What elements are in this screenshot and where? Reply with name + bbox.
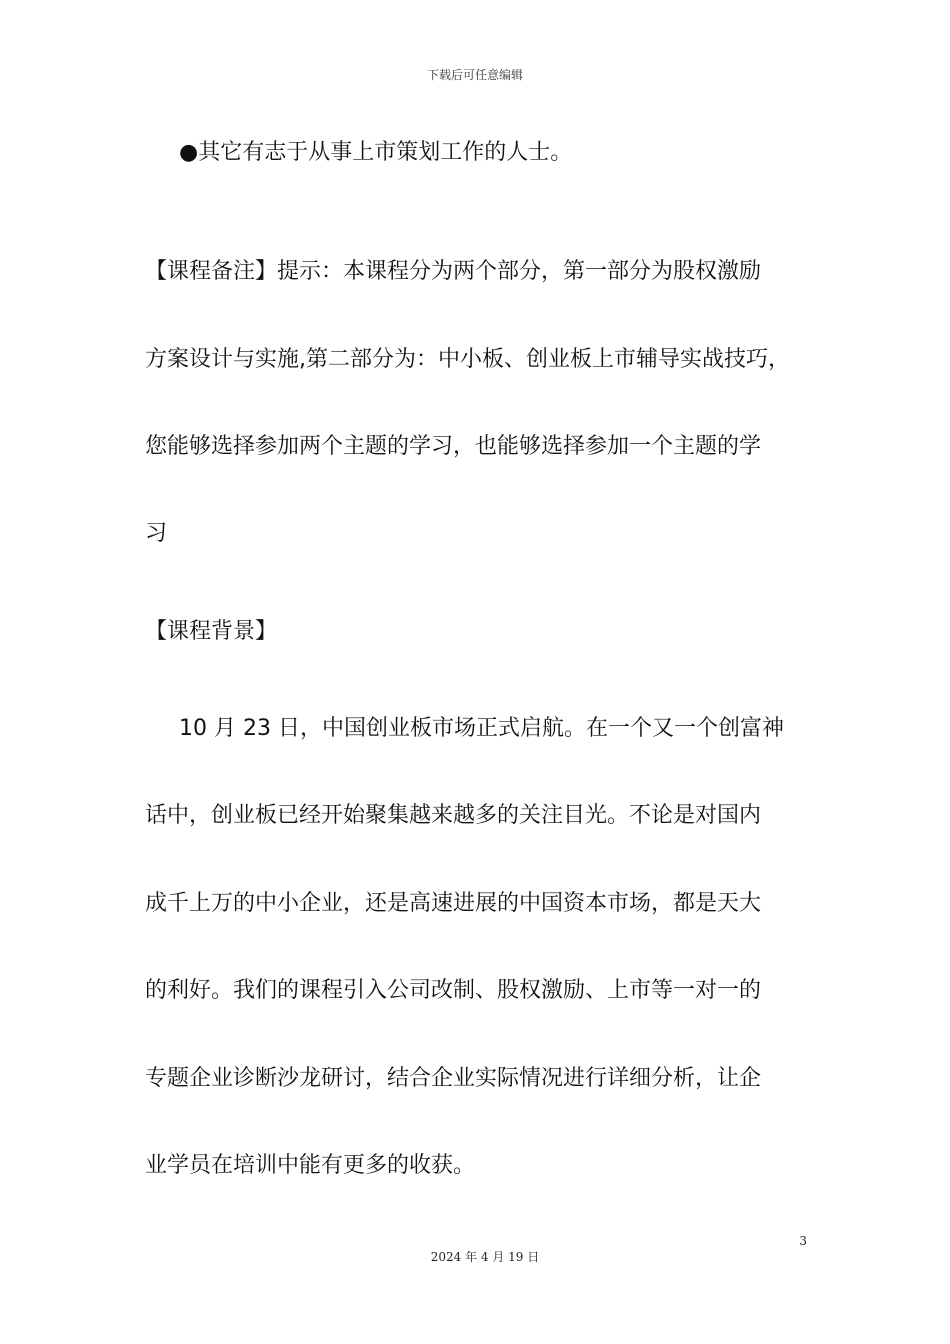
course-note-line-4: 习 bbox=[145, 521, 168, 546]
course-note-line-1: 【课程备注】提示：本课程分为两个部分，第一部分为股权激励 bbox=[145, 259, 762, 284]
page-number: 3 bbox=[799, 1234, 807, 1248]
footer-date: 2024 年 4 月 19 日 bbox=[430, 1250, 540, 1264]
background-paragraph-line-5: 专题企业诊断沙龙研讨，结合企业实际情况进行详细分析，让企 bbox=[145, 1066, 762, 1091]
background-paragraph-line-1: 10 月 23 日，中国创业板市场正式启航。在一个又一个创富神 bbox=[179, 716, 784, 741]
background-paragraph-line-4: 的利好。我们的课程引入公司改制、股权激励、上市等一对一的 bbox=[145, 978, 762, 1003]
section-heading-background: 【课程背景】 bbox=[145, 619, 278, 644]
background-paragraph-line-3: 成千上万的中小企业，还是高速进展的中国资本市场，都是天大 bbox=[145, 891, 762, 916]
page-header: 下载后可任意编辑 bbox=[426, 68, 523, 82]
bullet-line-audience: ●其它有志于从事上市策划工作的人士。 bbox=[179, 140, 573, 165]
background-paragraph-line-6: 业学员在培训中能有更多的收获。 bbox=[145, 1153, 476, 1178]
course-note-line-2: 方案设计与实施,第二部分为：中小板、创业板上市辅导实战技巧， bbox=[145, 347, 790, 372]
background-paragraph-line-2: 话中，创业板已经开始聚集越来越多的关注目光。不论是对国内 bbox=[145, 803, 762, 828]
course-note-line-3: 您能够选择参加两个主题的学习，也能够选择参加一个主题的学 bbox=[145, 434, 762, 459]
